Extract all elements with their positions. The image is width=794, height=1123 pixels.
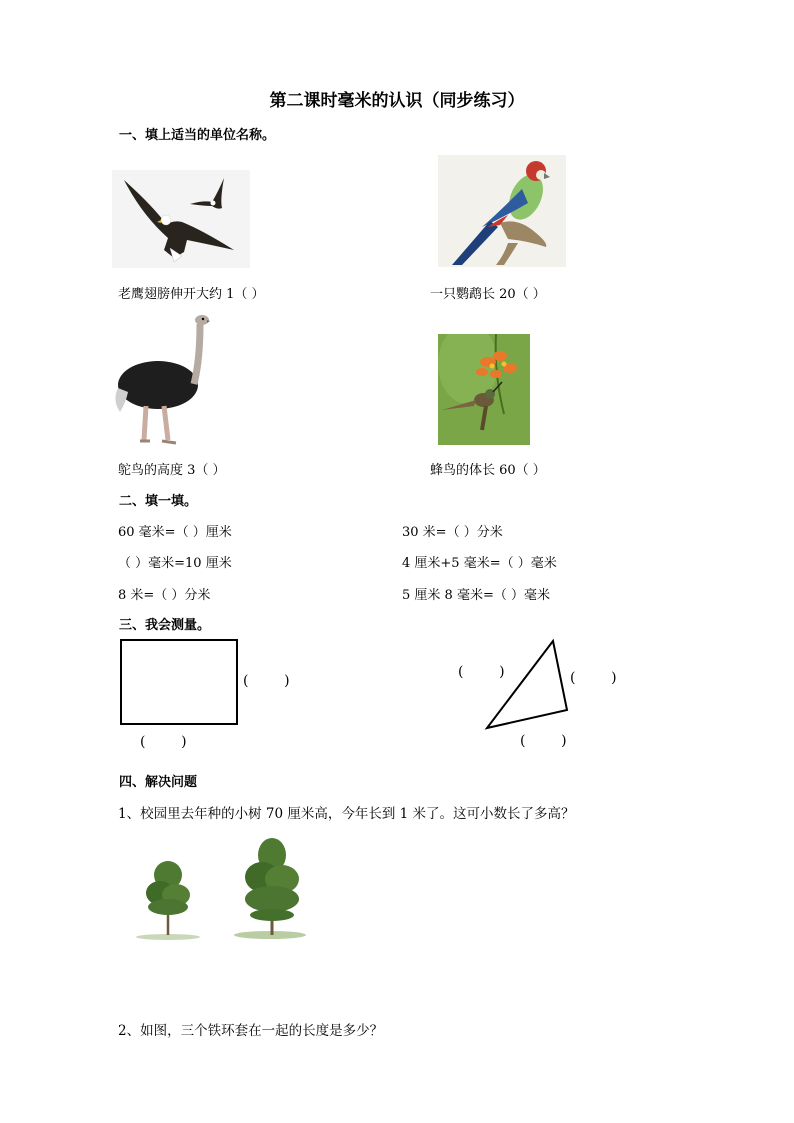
q2-item-d: 4 厘米+5 毫米=（ ）毫米 <box>402 556 557 571</box>
ostrich-image <box>110 310 210 446</box>
q2-item-f: 5 厘米 8 毫米=（ ）毫米 <box>402 588 550 603</box>
eagle-image <box>112 170 250 268</box>
section-4-heading: 四、解决问题 <box>119 775 198 790</box>
q2-item-a: 60 毫米=（ ）厘米 <box>118 525 232 540</box>
section-3-heading: 三、我会测量。 <box>119 618 211 633</box>
q2-item-c: （ ）毫米=10 厘米 <box>118 556 232 571</box>
parrot-image <box>438 155 566 267</box>
problem-2-text: 2、如图，三个铁环套在一起的长度是多少？ <box>118 1023 384 1039</box>
rectangle-bottom-blank: ( ) <box>140 734 187 750</box>
q1-ostrich-text: 鸵鸟的高度 3（ ） <box>118 463 226 478</box>
triangle-left-blank: ( ) <box>458 664 505 680</box>
hummingbird-image <box>438 334 530 445</box>
triangle-bottom-blank: ( ) <box>520 733 567 749</box>
problem-1-text: 1、校园里去年种的小树 70 厘米高，今年长到 1 米了。这可小数长了多高？ <box>118 806 575 822</box>
section-2-heading: 二、填一填。 <box>119 494 198 509</box>
page-title: 第二课时毫米的认识（同步练习） <box>269 91 525 111</box>
rectangle-side-blank: ( ) <box>243 673 290 689</box>
q1-parrot-text: 一只鹦鹉长 20（ ） <box>430 287 546 302</box>
section-1-heading: 一、填上适当的单位名称。 <box>119 128 276 143</box>
trees-image <box>130 835 310 945</box>
measure-rectangle <box>120 639 238 725</box>
q2-item-b: 30 米=（ ）分米 <box>402 525 503 540</box>
q2-item-e: 8 米=（ ）分米 <box>118 588 211 603</box>
q1-hummingbird-text: 蜂鸟的体长 60（ ） <box>430 463 546 478</box>
q1-eagle-text: 老鹰翅膀伸开大约 1（ ） <box>118 287 265 302</box>
triangle-right-blank: ( ) <box>570 670 617 686</box>
measure-triangle <box>480 635 575 735</box>
